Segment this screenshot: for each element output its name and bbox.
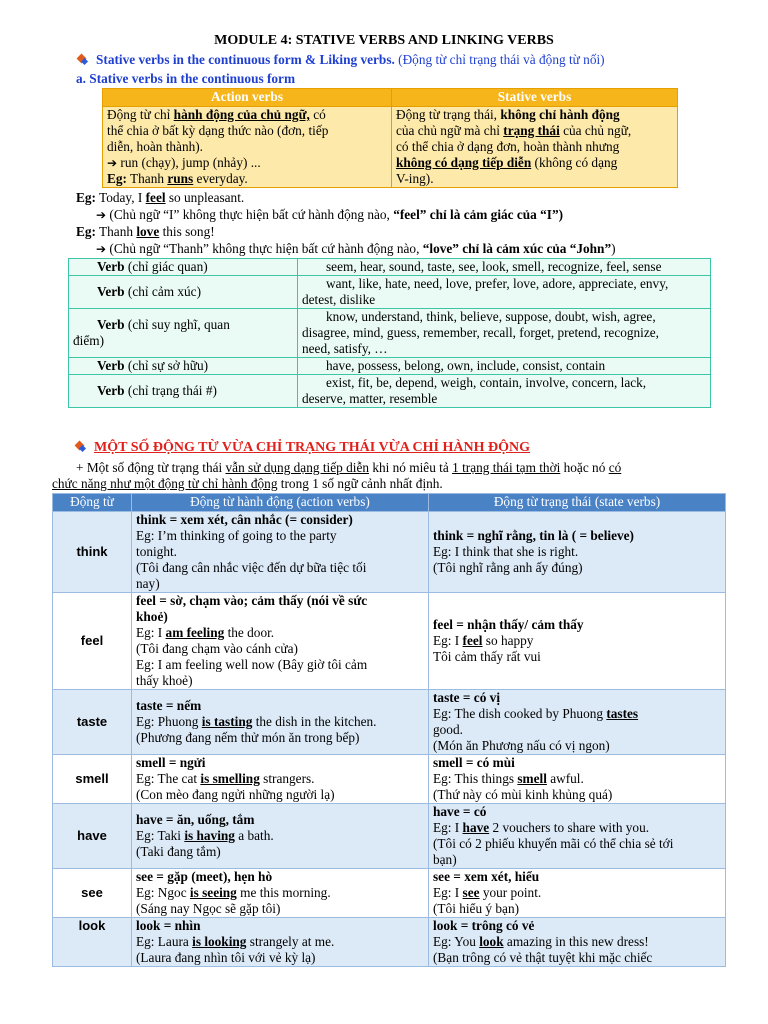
table-row: Verb (chỉ suy nghĩ, quan điểm) know, understand, think, believe, suppose, doubt, wish, agree, disagree, mind, guess, remember, recall, forget, pretend, recognize, need, satisfy, … xyxy=(69,309,711,358)
intro-line-2: chức năng như một động từ chỉ hành động trong 1 số ngữ cảnh nhất định. xyxy=(52,476,443,491)
header-verb: Động từ xyxy=(53,494,132,512)
action-vs-stative-table xyxy=(102,88,678,188)
table-row-look: look look = nhìn Eg: Laura is looking strangely at me. (Laura đang nhìn tôi với vẻ kỳ lạ) look = trông có vẻ Eg: You look amazing in this new dress! (Bạn trông có vẻ thật tuyệt khi mặc chiếc xyxy=(53,918,726,967)
header-state: Động từ trạng thái (state verbs) xyxy=(429,494,726,512)
note-1: ➔ (Chủ ngữ “I” không thực hiện bất cứ hành động nào, “feel” chỉ là cảm giác của “I”) xyxy=(96,207,564,222)
header-action: Động từ hành động (action verbs) xyxy=(132,494,429,512)
pushpin-icon xyxy=(76,440,86,452)
arrow-icon: ➔ xyxy=(107,156,118,170)
table-row-taste: taste taste = nếm Eg: Phuong is tasting the dish in the kitchen. (Phương đang nếm thử món ăn trong bếp) taste = có vị Eg: The dish cooked by Phuong tastes good. (Món ăn Phương nấu có vị ngon) xyxy=(53,690,726,755)
table-row-have: have have = ăn, uống, tắm Eg: Taki is having a bath. (Taki đang tắm) have = có Eg: I have 2 vouchers to share with you. (Tôi có 2 phiếu khuyến mãi có thể chia sẻ tới bạn) xyxy=(53,804,726,869)
subheading-a: a. Stative verbs in the continuous form xyxy=(76,71,296,86)
table-row-think: think think = xem xét, cân nhắc (= consider) Eg: I’m thinking of going to the party tonight. (Tôi đang cân nhắc việc đến dự bữa tiệc tối nay) think = nghĩ rằng, tin là ( = believe) Eg: I think that she is right. (Tôi nghĩ rằng anh ấy đúng) xyxy=(53,512,726,593)
table-row-see: see see = gặp (meet), hẹn hò Eg: Ngoc is seeing me this morning. (Sáng nay Ngọc sẽ gặp tôi) see = xem xét, hiểu Eg: I see your point. (Tôi hiểu ý bạn) xyxy=(53,869,726,918)
section-heading-stative: Stative verbs in the continuous form & Liking verbs. (Động từ chỉ trạng thái và động từ nối) xyxy=(78,52,605,68)
table-row-feel: feel feel = sờ, chạm vào; cảm thấy (nói về sức khoẻ) Eg: I am feeling the door. (Tôi đang chạm vào cánh cửa) Eg: I am feeling well now (Bây giờ tôi cảm thấy khoẻ) feel = nhận thấy/ cảm thấy Eg: I feel so happy Tôi cảm thấy rất vui xyxy=(53,593,726,690)
dual-verbs-table xyxy=(52,493,726,967)
header-action-verbs: Action verbs xyxy=(103,89,392,107)
example-2: Eg: Thanh love this song! xyxy=(76,224,215,239)
module-title: MODULE 4: STATIVE VERBS AND LINKING VERBS xyxy=(214,33,554,48)
pushpin-icon xyxy=(78,53,88,65)
table-row: Verb (chỉ trạng thái #) exist, fit, be, depend, weigh, contain, involve, concern, lack, deserve, matter, resemble xyxy=(69,375,711,408)
stative-verbs-cell: Động từ trạng thái, không chỉ hành động của chủ ngữ mà chỉ trạng thái của chủ ngữ, có thể chia ở dạng đơn, hoàn thành nhưng không có dạng tiếp diễn (không có dạng V-ing). xyxy=(392,107,678,188)
intro-line-1: + Một số động từ trạng thái vẫn sử dụng dạng tiếp diễn khi nó miêu tả 1 trạng thái tạm thời hoặc nó có xyxy=(76,460,622,475)
action-verbs-cell: Động từ chỉ hành động của chủ ngữ, có thể chia ở bất kỳ dạng thức nào (đơn, tiếp diễn, hoàn thành). ➔ run (chạy), jump (nhảy) ... Eg: Thanh runs everyday. xyxy=(103,107,392,188)
table-row-smell: smell smell = ngửi Eg: The cat is smelling strangers. (Con mèo đang ngửi những người lạ) smell = có mùi Eg: This things smell awful. (Thứ này có mùi kinh khủng quá) xyxy=(53,755,726,804)
table-row: Verb (chỉ sự sở hữu) have, possess, belong, own, include, consist, contain xyxy=(69,358,711,375)
header-stative-verbs: Stative verbs xyxy=(392,89,678,107)
example-1: Eg: Today, I feel so unpleasant. xyxy=(76,190,245,205)
arrow-icon: ➔ xyxy=(96,242,107,256)
section-heading-dual-verbs: MỘT SỐ ĐỘNG TỪ VỪA CHỈ TRẠNG THÁI VỪA CHỈ HÀNH ĐỘNG xyxy=(76,440,530,456)
stative-verb-categories-table xyxy=(68,258,711,408)
arrow-icon: ➔ xyxy=(96,208,107,222)
table-row: Verb (chỉ cảm xúc) want, like, hate, need, love, prefer, love, adore, appreciate, envy, detest, dislike xyxy=(69,276,711,309)
note-2: ➔ (Chủ ngữ “Thanh” không thực hiện bất cứ hành động nào, “love” chỉ là cảm xúc của “John”) xyxy=(96,241,616,256)
table-row: Verb (chỉ giác quan) seem, hear, sound, taste, see, look, smell, recognize, feel, sense xyxy=(69,259,711,276)
